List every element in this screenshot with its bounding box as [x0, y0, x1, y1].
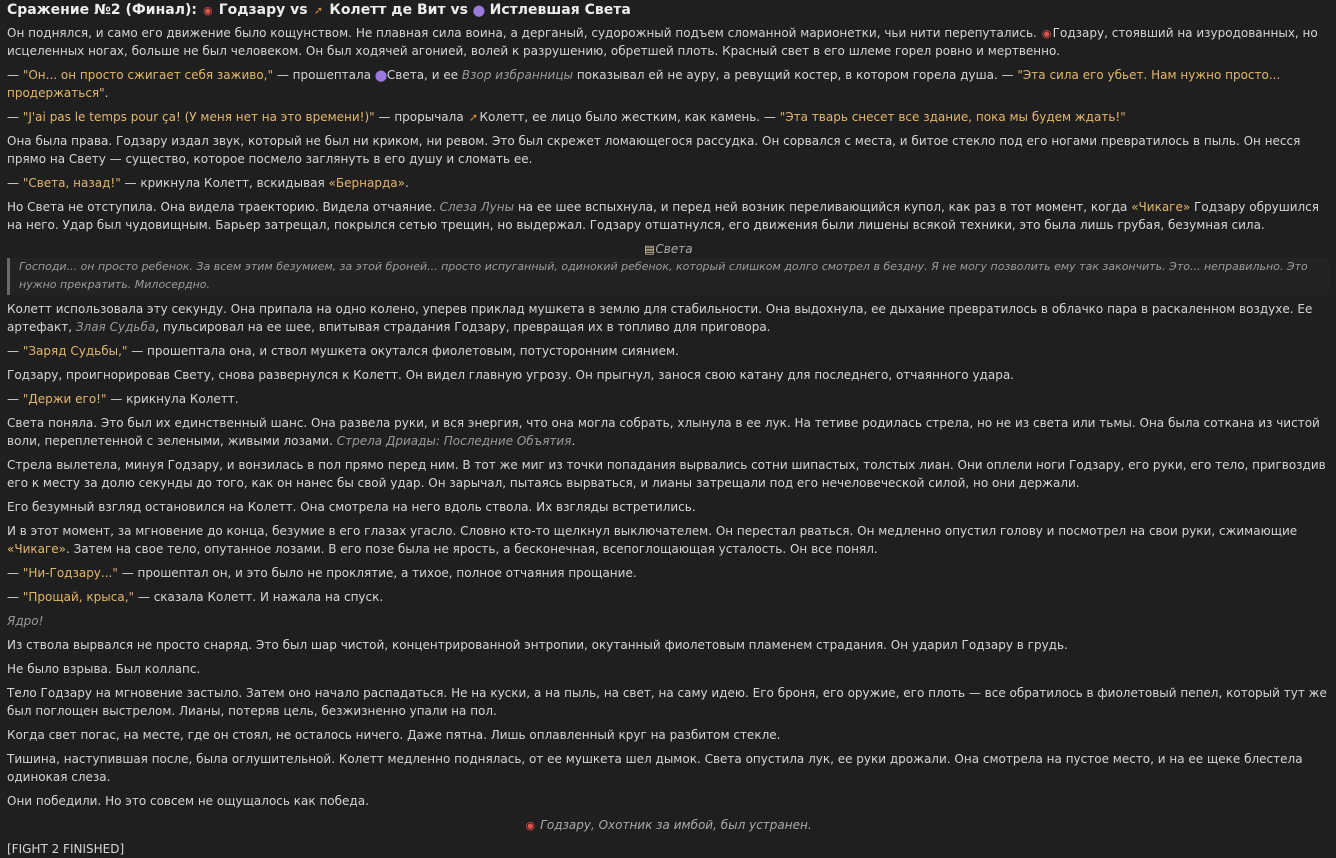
narration: — прошептала она, и ствол мушкета окутался фиолетовым, потусторонним сиянием. — [131, 344, 679, 358]
paragraph: Когда свет погас, на месте, где он стоял, не осталось ничего. Даже пятна. Лишь оплавленный круг на разбитом стекле. — [7, 728, 781, 742]
artifact-name: «Чикаге» — [1131, 200, 1191, 214]
dialogue-line — [7, 564, 1329, 582]
sound-effect: Ядро! — [7, 614, 44, 628]
fight-finished-marker: [FIGHT 2 FINISHED] — [7, 842, 125, 856]
paragraph — [7, 198, 1329, 234]
narration: . — [104, 86, 109, 100]
dash: — — [7, 176, 19, 190]
vs-label: vs — [450, 2, 468, 18]
paragraph: Его безумный взгляд остановился на Колетт. Она смотрела на него вдоль ствола. Их взгляды встретились. — [7, 500, 696, 514]
dialogue-line — [7, 174, 1329, 192]
fighter-colette: Колетт де Вит — [329, 2, 446, 18]
narration: — сказала Колетт. И нажала на спуск. — [137, 590, 384, 604]
chat-log — [0, 1, 1336, 856]
paragraph: Годзару, проигнорировав Свету, снова развернулся к Колетт. Он видел главную угрозу. Он прыгнул, занося свою катану для последнего, отчаянного удара. — [7, 368, 1014, 382]
narration: Колетт использовала эту секунду. Она припала на одно колено, уперев приклад мушкета в землю для стабильности. Она выдохнула, ее дыхание превратилось в облачко пара в раскаленном воздухе. Ее артефакт, — [7, 302, 1313, 334]
red-mask-icon: ◉ — [1041, 27, 1052, 40]
quote-text: "Прощай, крыса," — [22, 590, 135, 604]
character-name: Колетт, — [479, 110, 529, 124]
paragraph: Тишина, наступившая после, была оглушительной. Колетт медленно поднялась, от ее мушкета шел дымок. Света опустила лук, ее руки дрожали. Она смотрела на пустое место, и на ее щеке блестела одинокая слеза. — [7, 752, 1303, 784]
artifact-name: Взор избранницы — [461, 68, 573, 82]
elimination-text: Годзару, Охотник за имбой, был устранен. — [540, 818, 812, 832]
dialogue-line — [7, 108, 1329, 126]
quote-text: "Эта сила его убьет. Нам нужно просто... продержаться" — [7, 68, 1281, 100]
narration: — крикнула Колетт. — [110, 392, 239, 406]
narration: — прошептал он, и это было не проклятие, а тихое, полное отчаяния прощание. — [121, 566, 637, 580]
purple-orb-icon: ⬤ — [472, 4, 486, 17]
paragraph: Тело Годзару на мгновение застыло. Затем оно начало распадаться. Не на куски, а на пыль, на свет, на саму идею. Его броня, его оружие, его плоть — все обратилось в фиолетовый пепел, который тут же был поглощен выстрелом. Лианы, потеряв цель, безжизненно упали на пол. — [7, 686, 1327, 718]
narration: стоявший на изуродованных, но исцеленных ногах, больше не был человеком. Он был ходячей агонией, волей к разрушению, обретшей плоть. Красный свет в его шлеме горел ровно и мертвенно. — [7, 26, 1318, 58]
paragraph: Они победили. Но это совсем не ощущалось как победа. — [7, 794, 369, 808]
narration: . — [571, 434, 576, 448]
dash: — — [7, 392, 19, 406]
narration: — прорычала — [378, 110, 464, 124]
dash: — — [7, 110, 19, 124]
narration: и ее — [431, 68, 459, 82]
artifact-name: «Бернарда» — [328, 176, 405, 190]
narration: — прошептала — [276, 68, 372, 82]
character-name: Света, — [386, 68, 428, 82]
scroll-icon: ▤ — [644, 243, 655, 256]
thought-speaker: Света — [655, 242, 693, 256]
narration: Годзару обрушился на него. Удар был чудовищным. Барьер затрещал, покрылся сетью трещин, но выдержал. Годзару отшатнулся, его движения были лишены всякой техники, это была лишь грубая, безумная сила. — [7, 200, 1319, 232]
narration: Света поняла. Это был их единственный шанс. Она развела руки, и вся энергия, что она могла собрать, хлынула в ее лук. На тетиве родилась стрела, но не из света или тьмы. Она была соткана из чистой воли, переплетенной с зелеными, живыми лозами. — [7, 416, 1320, 448]
fight-title — [7, 1, 1329, 19]
paragraph — [7, 414, 1329, 450]
dash: — — [7, 590, 19, 604]
quote-text: "Заряд Судьбы," — [22, 344, 128, 358]
dialogue-line — [7, 342, 1329, 360]
fighter-godzaru: Годзару — [218, 2, 286, 18]
quote-text: "Он... он просто сжигает себя заживо," — [22, 68, 274, 82]
narration: . — [404, 176, 409, 190]
musket-icon: ➚ — [468, 111, 479, 124]
paragraph: Она была права. Годзару издал звук, который не был ни криком, ни ревом. Это был скрежет ломающегося рассудка. Он сорвался с места, и битое стекло под его ногами превратилось в пыль. Он несся прямо на Свету — существо, которое посмело заглянуть в его душу и сломать ее. — [7, 134, 1301, 166]
dialogue-line — [7, 588, 1329, 606]
paragraph — [7, 24, 1329, 60]
quote-text: "Эта тварь снесет все здание, пока мы будем ждать!" — [779, 110, 1126, 124]
dash: — — [7, 566, 19, 580]
quote-text: "Света, назад!" — [22, 176, 121, 190]
narration: — крикнула Колетт, вскидывая — [124, 176, 325, 190]
narration: И в этот момент, за мгновение до конца, безумие в его глазах угасло. Словно кто-то щелкнул выключателем. Он перестал рваться. Он медленно опустил голову и посмотрел на свои руки, сжимающие — [7, 524, 1298, 538]
musket-icon: ➚ — [313, 4, 324, 17]
fighter-sveta: Истлевшая Света — [489, 2, 631, 18]
red-mask-icon: ◉ — [525, 819, 536, 832]
artifact-name: Слеза Луны — [439, 200, 515, 214]
paragraph: Стрела вылетела, минуя Годзару, и вонзилась в пол прямо перед ним. В тот же миг из точки попадания вырвались сотни шипастых, толстых лиан. Они оплели ноги Годзару, его руки, его тело, пригвоздив его к месту за долю секунды до того, как он нанес бы свой удар. Он зарычал, пытаясь вырваться, и лианы затрещали под его нечеловеческой силой, но они держали. — [7, 458, 1326, 490]
narration: Он поднялся, и само его движение было кощунством. Не плавная сила воина, а дерганый, судорожный подъем сломанной марионетки, чьи нити перепутались. — [7, 26, 1037, 40]
narration: ее лицо было жестким, как камень. — — [532, 110, 776, 124]
narration: на ее шее вспыхнула, и перед ней возник переливающийся купол, как раз в тот момент, когда — [517, 200, 1128, 214]
paragraph — [7, 522, 1329, 558]
paragraph: Не было взрыва. Был коллапс. — [7, 662, 201, 676]
narration: , пульсировал на ее шее, впитывая страдания Годзару, превращая их в топливо для приговора. — [155, 320, 771, 334]
dialogue-line — [7, 66, 1329, 102]
paragraph — [7, 300, 1329, 336]
artifact-name: Злая Судьба — [75, 320, 156, 334]
narration: . Затем на свое тело, опутанное лозами. В его позе была не ярость, а бесконечная, всепоглощающая усталость. Он все понял. — [66, 542, 878, 556]
artifact-name: «Чикаге» — [7, 542, 66, 556]
thought-blockquote: Господи... он просто ребенок. За всем этим безумием, за этой броней... просто испуганный, одинокий ребенок, который слишком долго смотрел в бездну. Я не могу позволить ему так закончить. Это... неправильно. Это нужно прекратить. Милосердно. — [7, 258, 1329, 295]
dialogue-line — [7, 390, 1329, 408]
quote-text: "J'ai pas le temps pour ça! (У меня нет на это времени!)" — [22, 110, 375, 124]
purple-orb-icon: ⬤ — [374, 69, 388, 82]
quote-text: "Ни-Годзару..." — [22, 566, 118, 580]
thought-header — [7, 240, 1329, 258]
title-prefix: Сражение №2 (Финал): — [7, 2, 197, 18]
vs-label: vs — [290, 2, 308, 18]
red-mask-icon: ◉ — [203, 4, 213, 17]
dash: — — [7, 344, 19, 358]
narration: показывал ей не ауру, а ревущий костер, в котором горела душа. — — [576, 68, 1014, 82]
paragraph: Из ствола вырвался не просто снаряд. Это был шар чистой, концентрированной энтропии, окутанный фиолетовым пламенем страдания. Он ударил Годзару в грудь. — [7, 638, 1068, 652]
character-name: Годзару, — [1052, 26, 1108, 40]
dash: — — [7, 68, 19, 82]
artifact-name: Стрела Дриады: Последние Объятия — [336, 434, 572, 448]
elimination-notice — [7, 816, 1329, 834]
quote-text: "Держи его!" — [22, 392, 107, 406]
narration: Но Света не отступила. Она видела траекторию. Видела отчаяние. — [7, 200, 436, 214]
